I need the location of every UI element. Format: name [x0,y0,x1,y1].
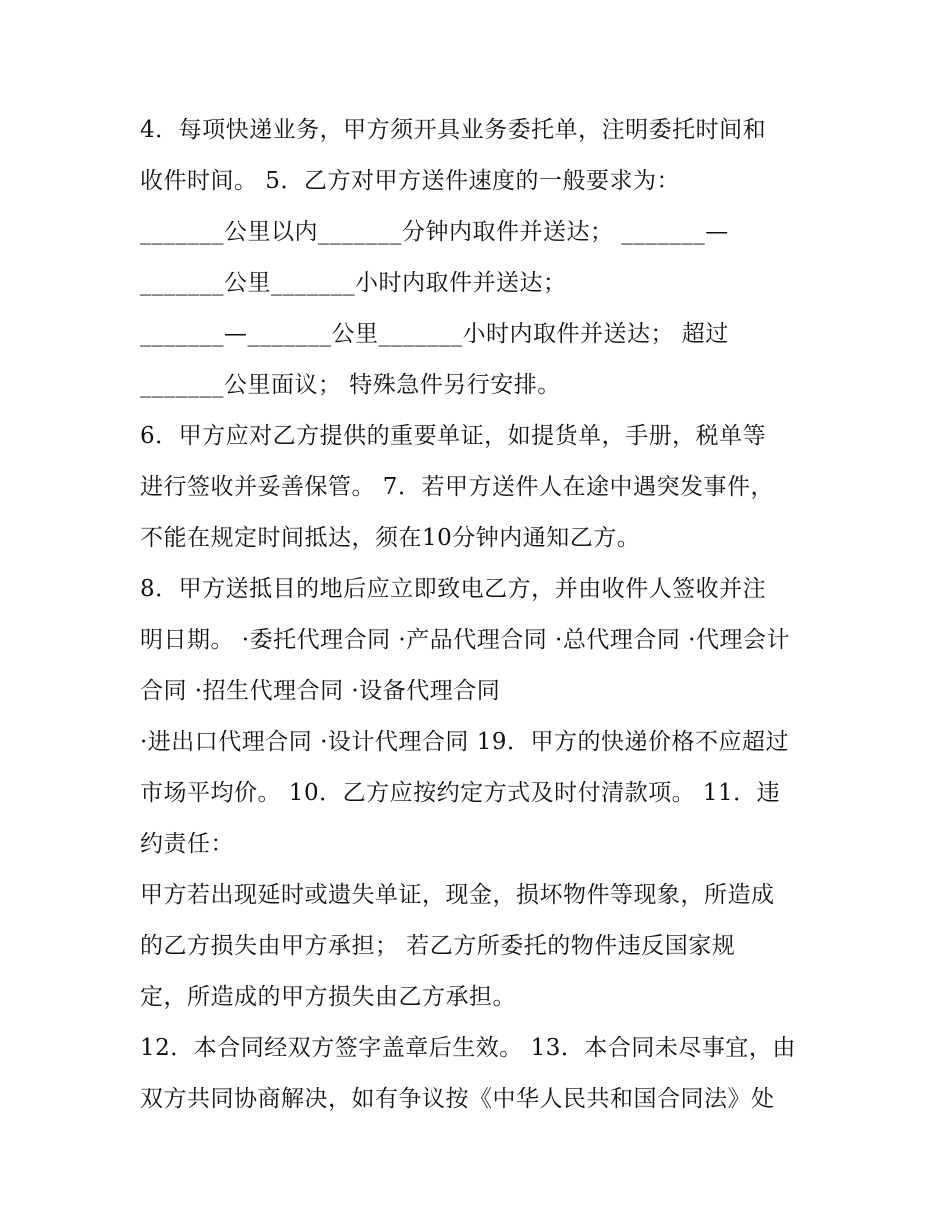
text-line: 双方共同协商解决，如有争议按《中华人民共和国合同法》处 [140,1086,775,1112]
text-line: 甲方若出现延时或遗失单证，现金，损坏物件等现象，所造成 [140,882,775,908]
text-line: 市场平均价。 10．乙方应按约定方式及时付清款项。 11．违 [140,780,781,806]
text-line: 合同 ·招生代理合同 ·设备代理合同 [140,678,501,704]
text-line: 定，所造成的甲方损失由乙方承担。 [140,984,516,1010]
text-line: 进行签收并妥善保管。 7．若甲方送件人在途中遇突发事件， [140,474,774,500]
text-line: 约责任： [140,831,234,857]
text-line: 不能在规定时间抵达，须在10分钟内通知乙方。 [140,525,641,551]
text-line: 12．本合同经双方签字盖章后生效。 13．本合同未尽事宜，由 [140,1035,796,1061]
text-line: _______公里面议； 特殊急件另行安排。 [140,372,561,398]
text-line: _______公里以内_______分钟内取件并送达； _______— [140,219,729,245]
text-line: _______公里_______小时内取件并送达； [140,270,567,296]
text-line: 8．甲方送抵目的地后应立即致电乙方，并由收件人签收并注 [140,576,767,602]
text-line: 明日期。 ·委托代理合同 ·产品代理合同 ·总代理合同 ·代理会计 [140,627,790,653]
text-line: _______—_______公里_______小时内取件并送达； 超过 [140,321,729,347]
text-line: 4．每项快递业务，甲方须开具业务委托单，注明委托时间和 [140,117,767,143]
text-line: 的乙方损失由甲方承担； 若乙方所委托的物件违反国家规 [140,933,736,959]
contract-text [140,105,830,1125]
text-line: ·进出口代理合同 ·设计代理合同 19．甲方的快递价格不应超过 [140,729,790,755]
text-line: 6．甲方应对乙方提供的重要单证，如提货单，手册，税单等 [140,423,767,449]
text-line: 收件时间。 5．乙方对甲方送件速度的一般要求为： [140,168,680,194]
